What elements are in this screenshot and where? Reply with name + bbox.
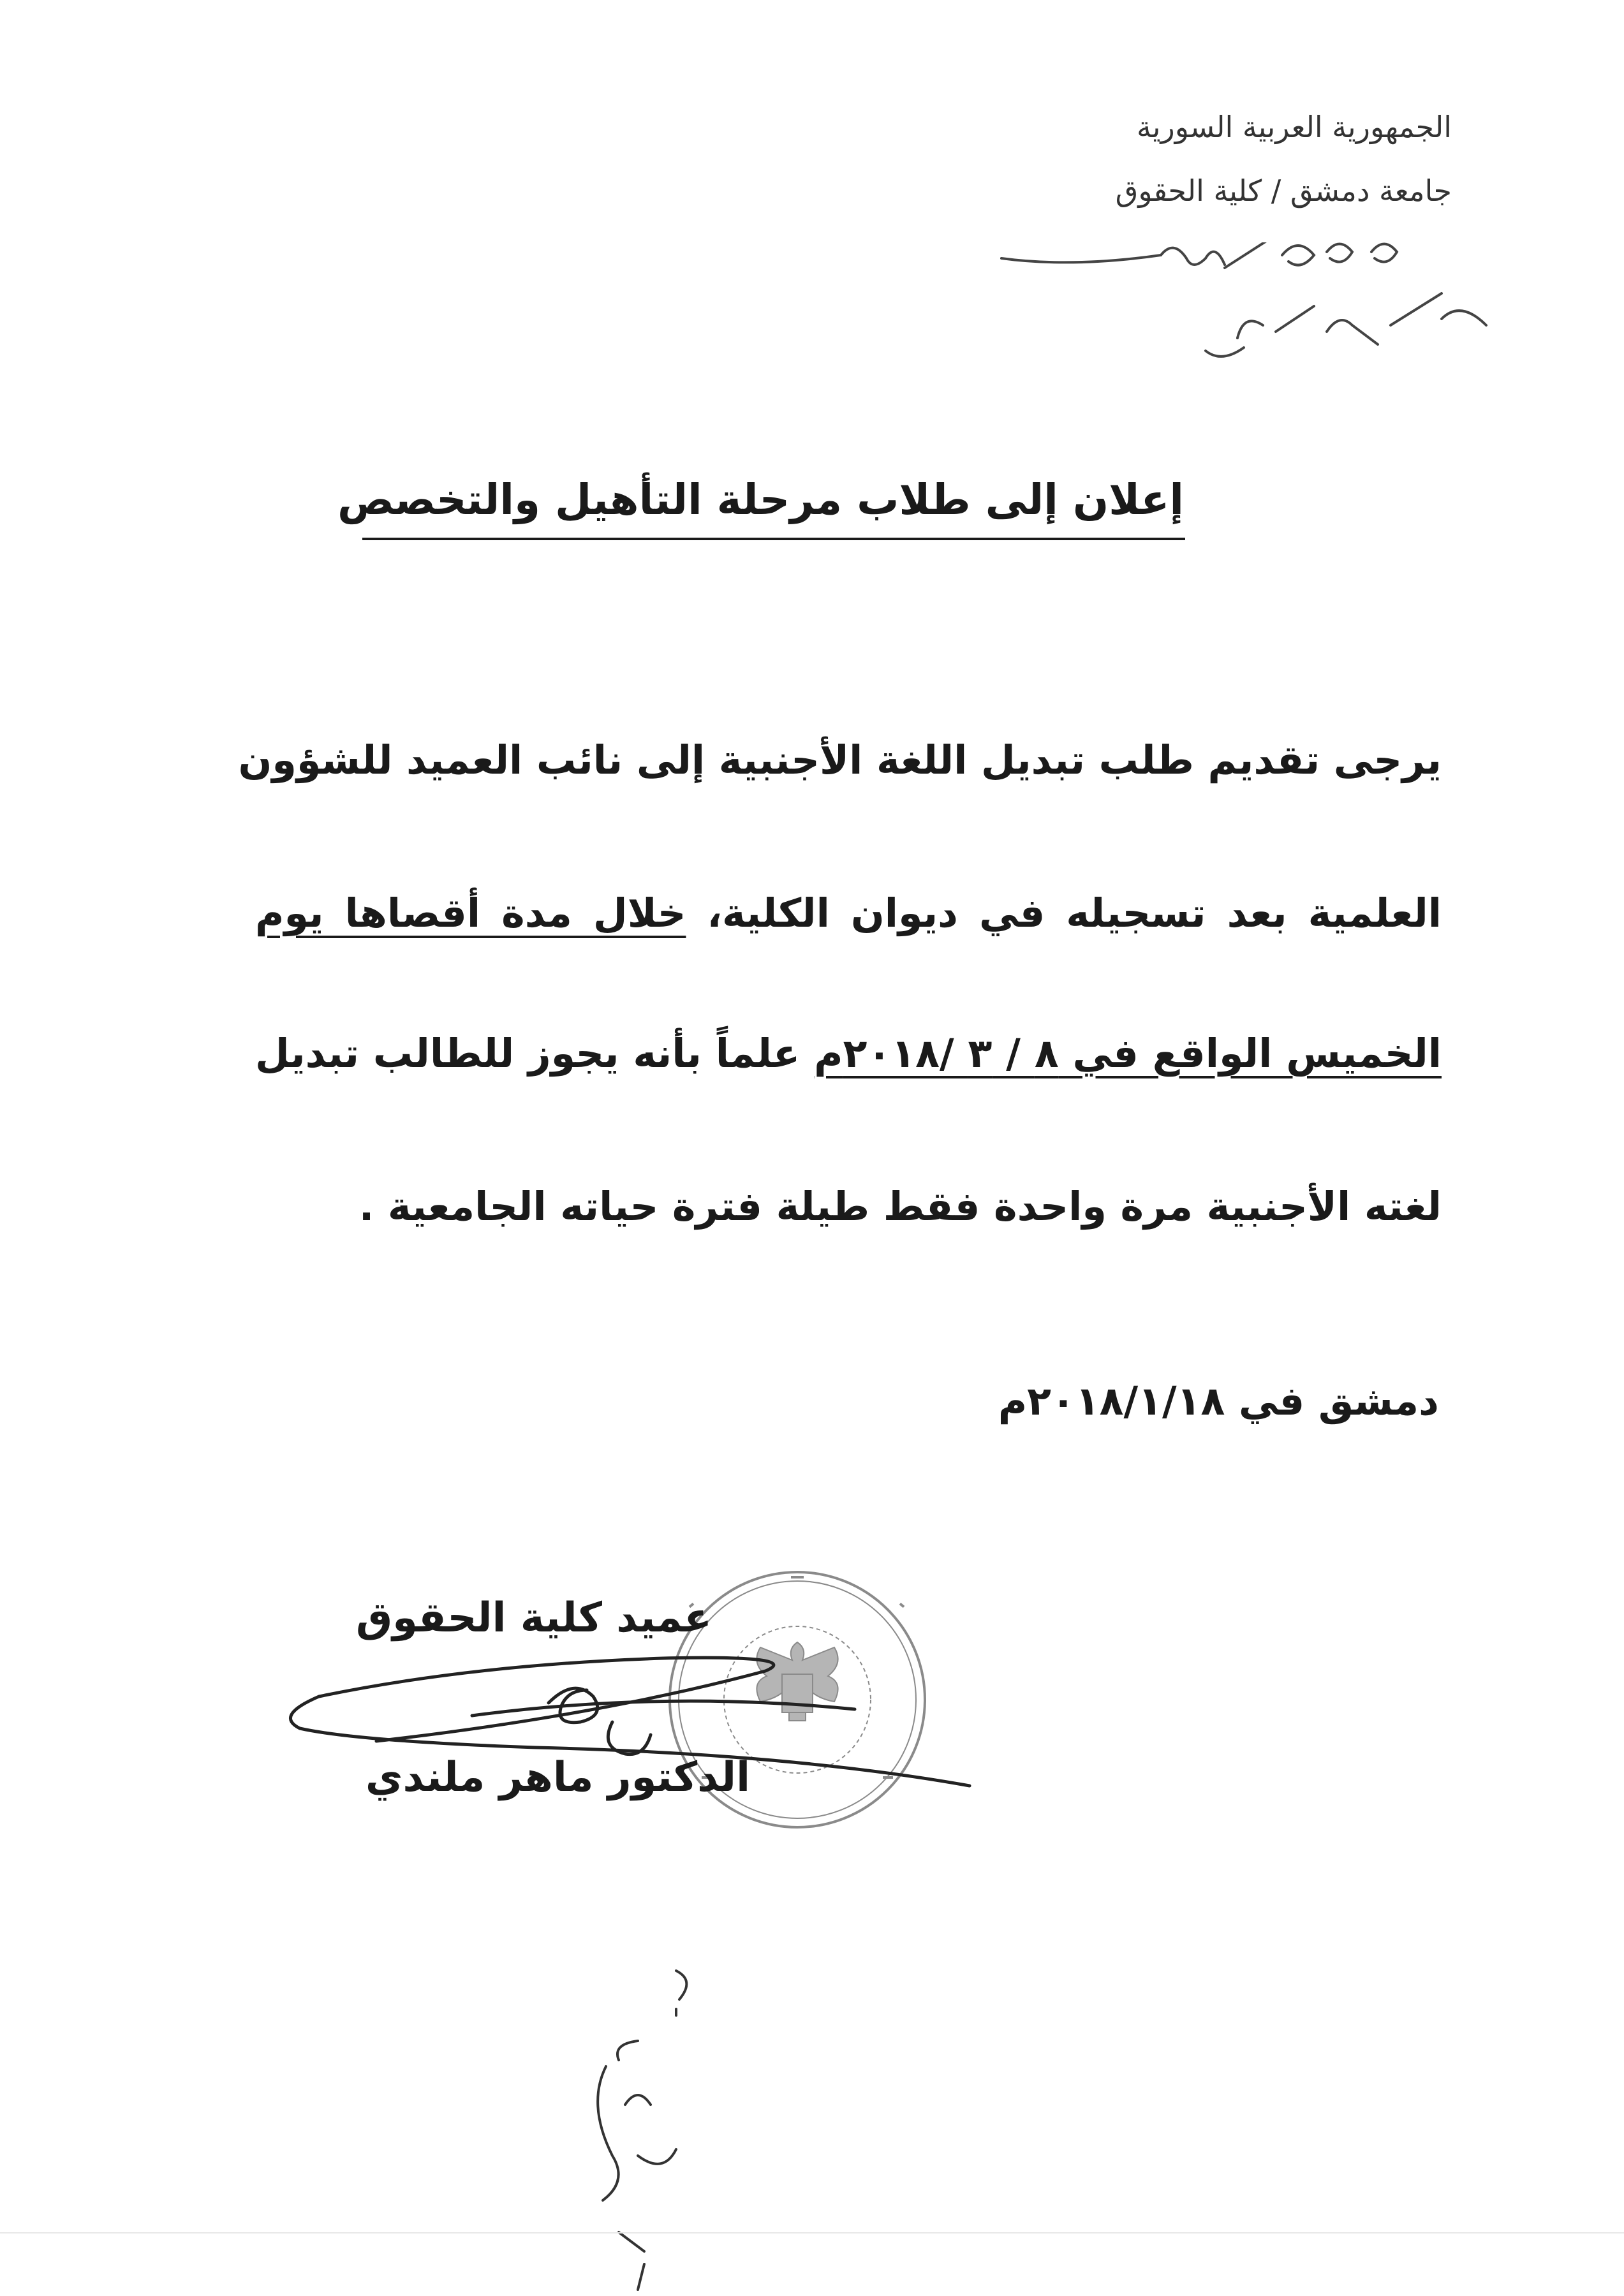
body-line-4 [255, 1183, 1442, 1230]
scan-edge-line [0, 2232, 1624, 2233]
handwritten-signature [281, 1620, 982, 1811]
handwritten-reference [995, 242, 1518, 395]
announcement-title: إعلان إلى طلاب مرحلة التأهيل والتخصص [337, 475, 1184, 524]
body-line-1 [238, 737, 1442, 783]
signatory-name: الدكتور ماهر ملندي [365, 1754, 750, 1801]
body-line-4-text: لغته الأجنبية مرة واحدة فقط طيلة فترة حياته الجامعية . [358, 1183, 1442, 1230]
body-line-2-text: العلمية بعد تسجيله في ديوان الكلية، [707, 890, 1442, 936]
deadline-date: الخميس الواقع في ٨ / ٣ /٢٠١٨م [814, 1030, 1442, 1077]
letterhead-institution: جامعة دمشق / كلية الحقوق [1115, 173, 1452, 208]
handwritten-initials [561, 1964, 721, 2296]
issue-date: دمشق في ٢٠١٨/١/١٨م [998, 1378, 1439, 1424]
body-line-3 [255, 1030, 1442, 1077]
letterhead-country: الجمهورية العربية السورية [1137, 110, 1452, 144]
signatory-title: عميد كلية الحقوق [355, 1594, 712, 1642]
deadline-phrase: خلال مدة أقصاها يوم [255, 890, 686, 936]
body-line-1-text: يرجى تقديم طلب تبديل اللغة الأجنبية إلى نائب العميد للشؤون [238, 737, 1442, 783]
body-line-3-text: علماً بأنه يجوز للطالب تبديل [255, 1030, 801, 1077]
title-underline [362, 538, 1185, 540]
body-line-2 [255, 890, 1442, 936]
